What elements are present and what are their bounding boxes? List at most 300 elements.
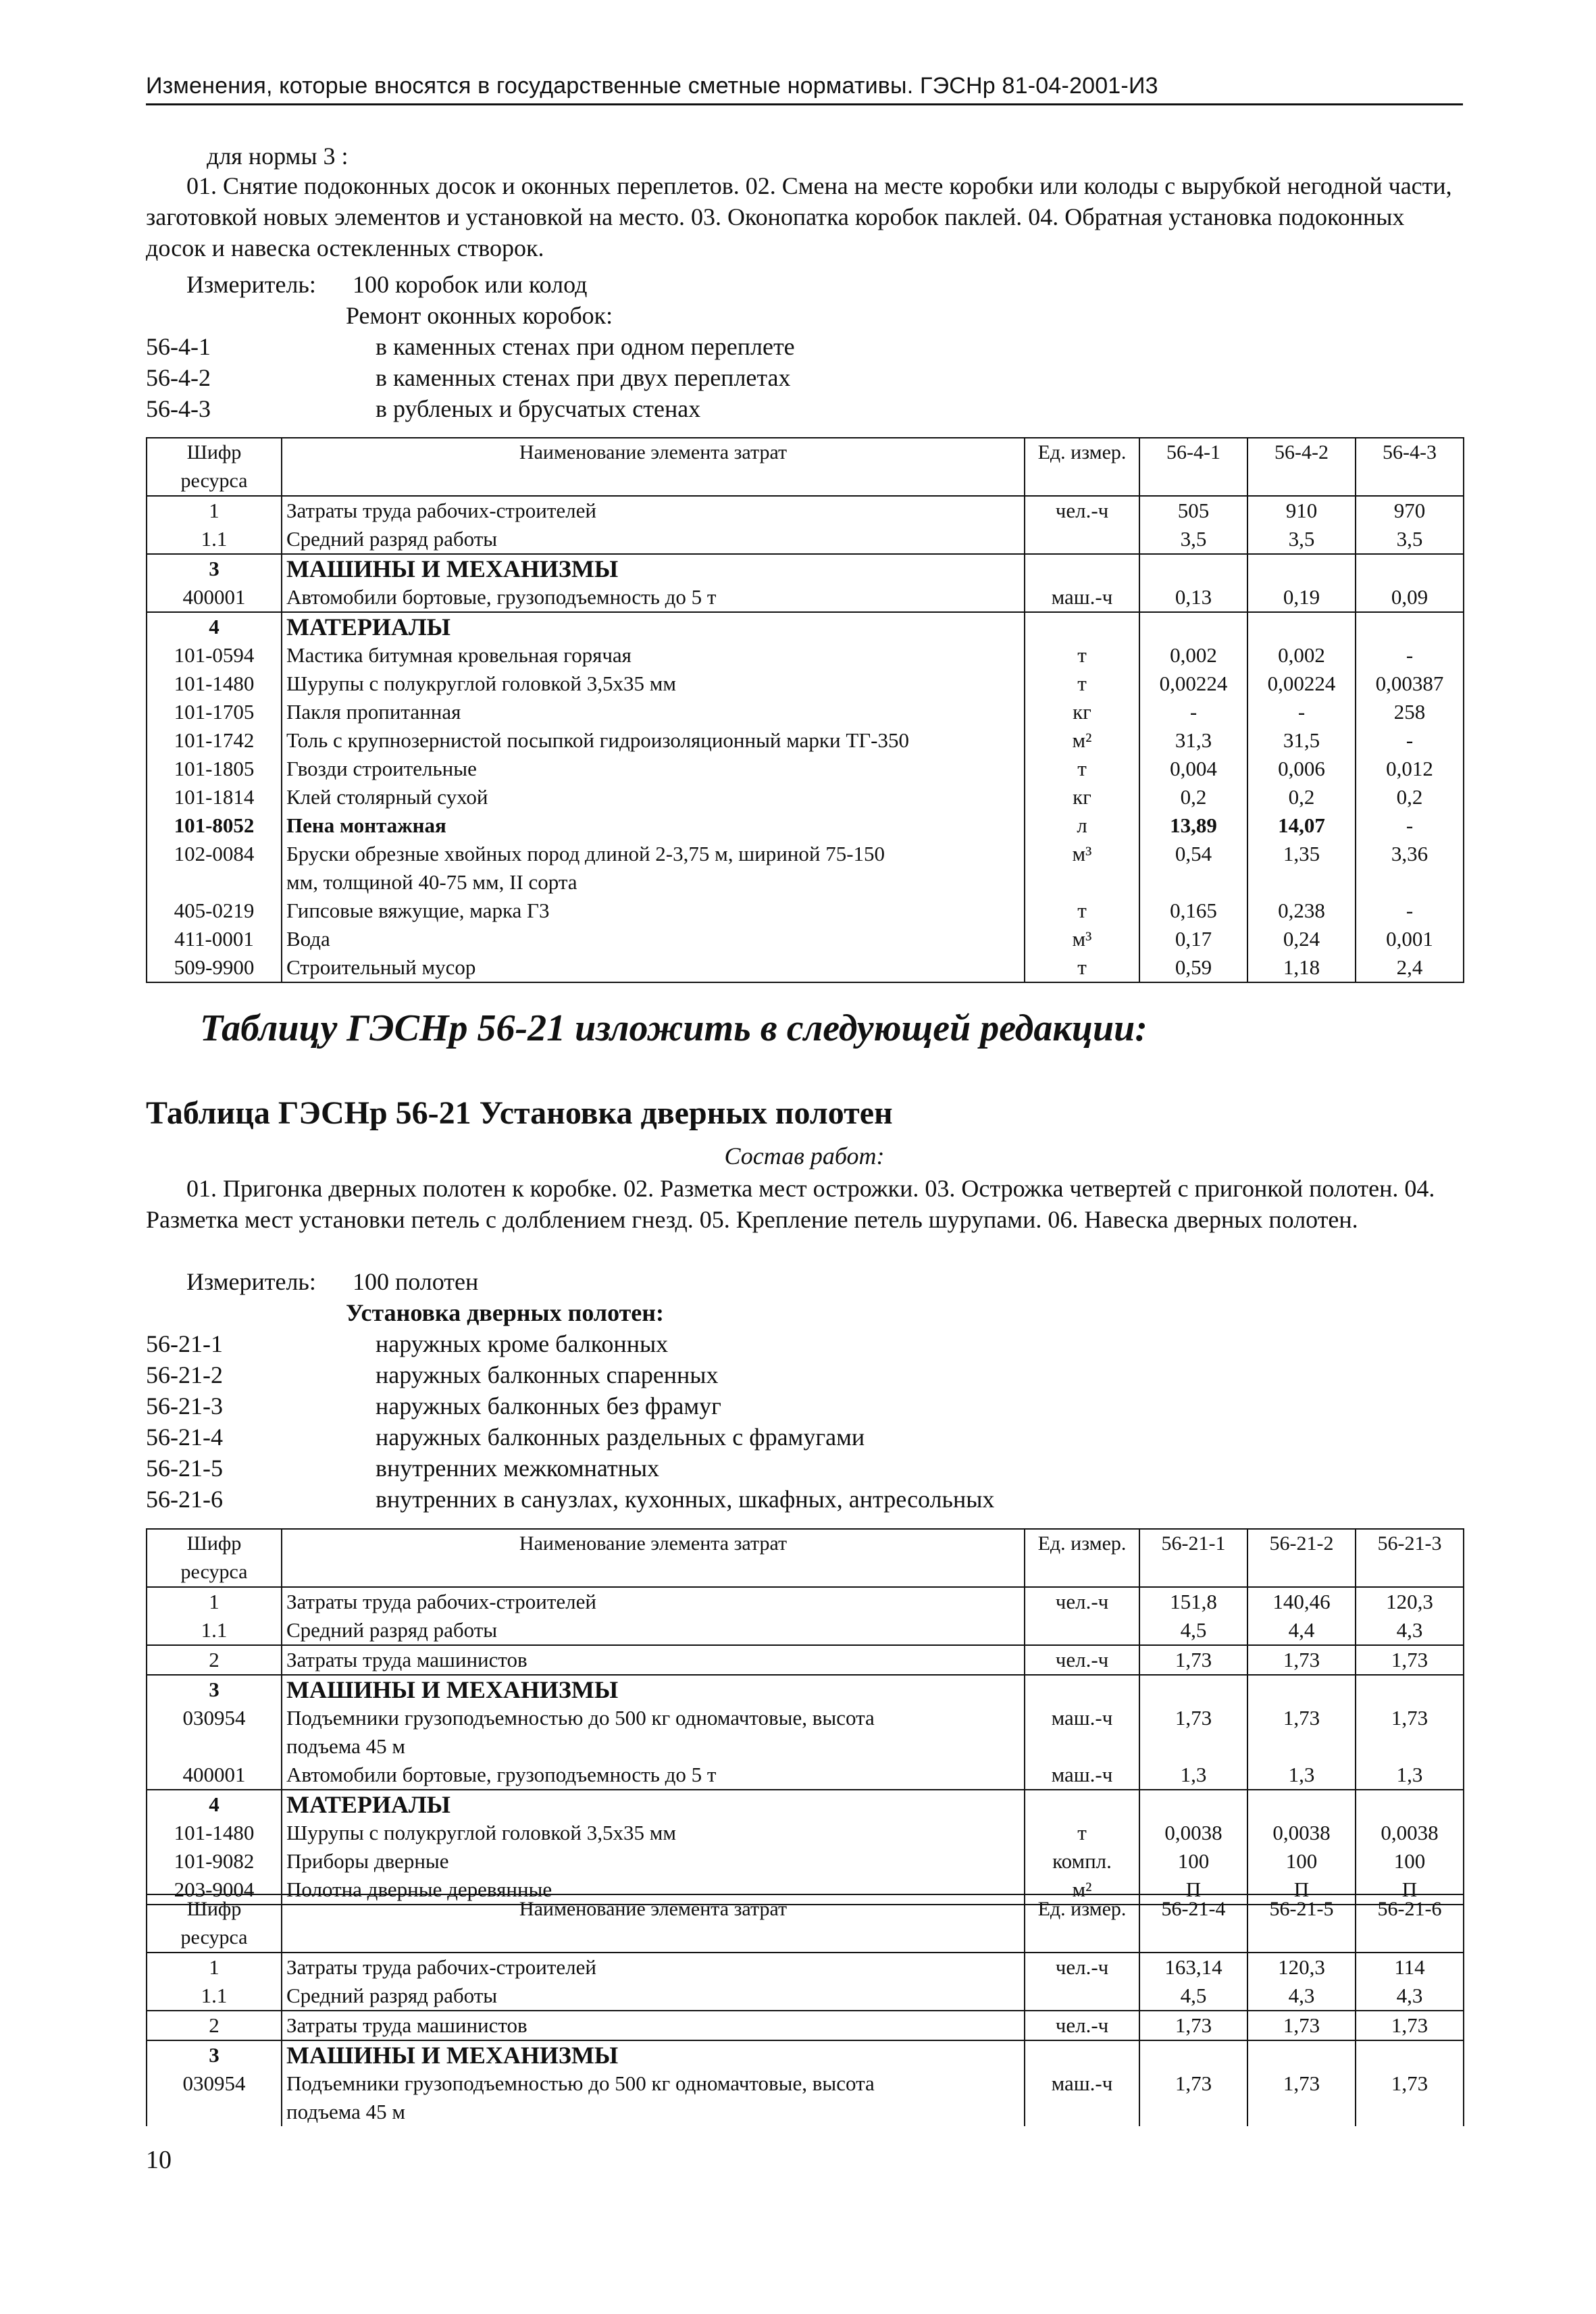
value-cell: - <box>1356 897 1464 925</box>
resource-code: 203-9004 <box>147 1876 282 1905</box>
table-row <box>147 868 1464 897</box>
value-cell <box>1139 1790 1247 1819</box>
value-cell: 1,73 <box>1247 2011 1356 2040</box>
value-cell: 0,09 <box>1356 583 1464 612</box>
resource-name: Пакля пропитанная <box>282 698 1025 726</box>
value-cell: 0,17 <box>1139 925 1247 953</box>
table-row <box>147 2098 1464 2126</box>
value-cell <box>1356 554 1464 583</box>
column-header: 56-21-3 <box>1356 1529 1464 1587</box>
unit: т <box>1025 641 1139 670</box>
norm-code-row <box>146 331 795 362</box>
value-cell: 100 <box>1247 1847 1356 1876</box>
value-cell: 120,3 <box>1356 1587 1464 1616</box>
table-row <box>147 698 1464 726</box>
unit: м³ <box>1025 925 1139 953</box>
value-cell: 505 <box>1139 496 1247 525</box>
resource-code: 400001 <box>147 583 282 612</box>
unit: т <box>1025 897 1139 925</box>
resource-name: мм, толщиной 40-75 мм, II сорта <box>282 868 1025 897</box>
resource-name: Подъемники грузоподъемностью до 500 кг одномачтовые, высота <box>282 1704 1025 1732</box>
page-header: Изменения, которые вносятся в государственные сметные нормативы. ГЭСНр 81-04-2001-И3 <box>146 73 1463 105</box>
norm-code: 56-21-5 <box>146 1455 223 1482</box>
resource-code: 3 <box>147 1675 282 1704</box>
value-cell: 0,59 <box>1139 953 1247 982</box>
column-header: 56-21-5 <box>1247 1894 1356 1953</box>
value-cell: П <box>1247 1876 1356 1905</box>
unit <box>1025 1982 1139 2011</box>
page-number: 10 <box>146 2146 172 2174</box>
unit: т <box>1025 953 1139 982</box>
resource-name: МАШИНЫ И МЕХАНИЗМЫ <box>282 1675 1025 1704</box>
value-cell <box>1139 2098 1247 2126</box>
resource-name: МАТЕРИАЛЫ <box>282 1790 1025 1819</box>
value-cell: 14,07 <box>1247 811 1356 840</box>
value-cell: 4,3 <box>1356 1982 1464 2011</box>
value-cell: 0,0038 <box>1356 1819 1464 1847</box>
unit: чел.-ч <box>1025 2011 1139 2040</box>
value-cell: 140,46 <box>1247 1587 1356 1616</box>
value-cell <box>1247 868 1356 897</box>
value-cell: 31,3 <box>1139 726 1247 755</box>
unit <box>1025 612 1139 641</box>
column-header: Наименование элемента затрат <box>282 1529 1025 1587</box>
value-cell <box>1247 554 1356 583</box>
resource-name: Бруски обрезные хвойных пород длиной 2-3,75 м, шириной 75-150 <box>282 840 1025 868</box>
value-cell <box>1247 1675 1356 1704</box>
value-cell <box>1247 1790 1356 1819</box>
value-cell <box>1356 1790 1464 1819</box>
value-cell: П <box>1356 1876 1464 1905</box>
value-cell: 1,73 <box>1356 2011 1464 2040</box>
value-cell <box>1247 612 1356 641</box>
norm-code-row <box>146 1484 994 1515</box>
unit: чел.-ч <box>1025 496 1139 525</box>
norm-code: 56-21-1 <box>146 1330 223 1357</box>
resource-name: Затраты труда рабочих-строителей <box>282 1953 1025 1982</box>
table-row <box>147 583 1464 612</box>
table-row <box>147 1847 1464 1876</box>
resource-name: Шурупы с полукруглой головкой 3,5х35 мм <box>282 670 1025 698</box>
unit: маш.-ч <box>1025 1761 1139 1790</box>
resource-code: 101-9082 <box>147 1847 282 1876</box>
value-cell: 0,54 <box>1139 840 1247 868</box>
resource-name: Затраты труда машинистов <box>282 2011 1025 2040</box>
value-cell: 0,13 <box>1139 583 1247 612</box>
resource-name: Затраты труда рабочих-строителей <box>282 496 1025 525</box>
group2-title: Установка дверных полотен: <box>346 1299 665 1326</box>
resource-code: 4 <box>147 1790 282 1819</box>
column-header: 56-21-1 <box>1139 1529 1247 1587</box>
resource-code: 3 <box>147 554 282 583</box>
table-row <box>147 897 1464 925</box>
column-header: 56-4-2 <box>1247 438 1356 496</box>
unit: т <box>1025 1819 1139 1847</box>
unit <box>1025 2040 1139 2069</box>
value-cell: 0,012 <box>1356 755 1464 783</box>
resource-name: Подъемники грузоподъемностью до 500 кг одномачтовые, высота <box>282 2069 1025 2098</box>
resource-name: Клей столярный сухой <box>282 783 1025 811</box>
resource-code: 405-0219 <box>147 897 282 925</box>
table-row <box>147 1761 1464 1790</box>
resource-table-56-21-a <box>146 1528 1464 1905</box>
resource-name: МАШИНЫ И МЕХАНИЗМЫ <box>282 554 1025 583</box>
value-cell: 1,73 <box>1139 1645 1247 1675</box>
measure-value: 100 коробок или колод <box>353 271 588 298</box>
table-row <box>147 2011 1464 2040</box>
column-header: Шифр ресурса <box>147 1894 282 1953</box>
unit: маш.-ч <box>1025 2069 1139 2098</box>
unit: чел.-ч <box>1025 1587 1139 1616</box>
value-cell: 0,00224 <box>1247 670 1356 698</box>
norm-name: в каменных стенах при двух переплетах <box>376 364 791 391</box>
unit <box>1025 1732 1139 1761</box>
resource-name: Автомобили бортовые, грузоподъемность до 5 т <box>282 1761 1025 1790</box>
norm-code: 56-21-6 <box>146 1486 223 1513</box>
table-row <box>147 953 1464 982</box>
unit: маш.-ч <box>1025 583 1139 612</box>
norm-code: 56-21-4 <box>146 1424 223 1451</box>
norm-code-row <box>146 1390 994 1422</box>
value-cell: 4,5 <box>1139 1982 1247 2011</box>
resource-code: 2 <box>147 2011 282 2040</box>
value-cell: 1,73 <box>1247 1645 1356 1675</box>
table-row <box>147 2040 1464 2069</box>
table-row <box>147 554 1464 583</box>
unit: кг <box>1025 698 1139 726</box>
table-row <box>147 1819 1464 1847</box>
resource-code: 101-1814 <box>147 783 282 811</box>
norm-code-row <box>146 393 795 424</box>
resource-code: 1.1 <box>147 1616 282 1645</box>
table-row <box>147 1704 1464 1732</box>
unit: компл. <box>1025 1847 1139 1876</box>
resource-code: 101-1742 <box>147 726 282 755</box>
measure2-label: Измеритель: <box>186 1268 316 1295</box>
resource-name: подъема 45 м <box>282 2098 1025 2126</box>
resource-code: 101-8052 <box>147 811 282 840</box>
unit: т <box>1025 670 1139 698</box>
value-cell <box>1356 2040 1464 2069</box>
work-description-2: 01. Пригонка дверных полотен к коробке. 02. Разметка мест острожки. 03. Острожка четвертей с пригонкой полотен. 04. Разметка мест установки петель с долблением гнезд. 05. Крепление петель шурупами. 06. Навеска дверных полотен. <box>146 1175 1435 1233</box>
resource-name: Вода <box>282 925 1025 953</box>
value-cell: 13,89 <box>1139 811 1247 840</box>
column-header: Ед. измер. <box>1025 438 1139 496</box>
column-header: Ед. измер. <box>1025 1894 1139 1953</box>
value-cell: 3,5 <box>1139 525 1247 554</box>
norm-code: 56-21-3 <box>146 1392 223 1419</box>
value-cell: 0,2 <box>1356 783 1464 811</box>
resource-name: Средний разряд работы <box>282 1982 1025 2011</box>
value-cell: 163,14 <box>1139 1953 1247 1982</box>
value-cell: 1,18 <box>1247 953 1356 982</box>
table-row <box>147 1732 1464 1761</box>
resource-code <box>147 1732 282 1761</box>
value-cell: 0,2 <box>1247 783 1356 811</box>
norm-name: наружных балконных раздельных с фрамугами <box>376 1424 865 1451</box>
value-cell: 1,3 <box>1247 1761 1356 1790</box>
resource-code: 030954 <box>147 2069 282 2098</box>
value-cell: 3,5 <box>1247 525 1356 554</box>
resource-code: 509-9900 <box>147 953 282 982</box>
table-row <box>147 726 1464 755</box>
resource-code: 1.1 <box>147 1982 282 2011</box>
value-cell: 31,5 <box>1247 726 1356 755</box>
resource-name: МАШИНЫ И МЕХАНИЗМЫ <box>282 2040 1025 2069</box>
norm-name: в рубленых и брусчатых стенах <box>376 395 701 422</box>
resource-table-56-21-b <box>146 1894 1464 2126</box>
value-cell: 0,002 <box>1139 641 1247 670</box>
column-header: 56-21-6 <box>1356 1894 1464 1953</box>
column-header: Шифр ресурса <box>147 438 282 496</box>
resource-name: Затраты труда машинистов <box>282 1645 1025 1675</box>
resource-code: 101-1480 <box>147 1819 282 1847</box>
value-cell: 100 <box>1356 1847 1464 1876</box>
group-title: Ремонт оконных коробок: <box>346 302 613 329</box>
norm-code-row <box>146 1328 994 1359</box>
value-cell: 4,3 <box>1356 1616 1464 1645</box>
unit <box>1025 868 1139 897</box>
for-norm-label: для нормы 3 : <box>207 143 349 170</box>
value-cell: - <box>1356 811 1464 840</box>
value-cell: 1,35 <box>1247 840 1356 868</box>
norm-name: внутренних межкомнатных <box>376 1455 660 1482</box>
norm-name: в каменных стенах при одном переплете <box>376 333 795 360</box>
value-cell: 1,73 <box>1247 1704 1356 1732</box>
resource-code: 101-1480 <box>147 670 282 698</box>
resource-name: Толь с крупнозернистой посыпкой гидроизоляционный марки ТГ-350 <box>282 726 1025 755</box>
work-description: 01. Снятие подоконных досок и оконных переплетов. 02. Смена на месте коробки или колоды с вырубкой негодной части, заготовкой новых элементов и установкой на место. 03. Оконопатка коробок паклей. 04. Обратная установка подоконных досок и навеска остекленных створок. <box>146 172 1452 261</box>
value-cell: П <box>1139 1876 1247 1905</box>
table-row <box>147 1953 1464 1982</box>
value-cell <box>1139 1675 1247 1704</box>
value-cell: 1,73 <box>1139 2011 1247 2040</box>
resource-name: Мастика битумная кровельная горячая <box>282 641 1025 670</box>
value-cell: 1,3 <box>1356 1761 1464 1790</box>
norm-code: 56-21-2 <box>146 1361 223 1388</box>
unit <box>1025 1790 1139 1819</box>
norm-code-row <box>146 1422 994 1453</box>
table-row <box>147 840 1464 868</box>
table-row <box>147 1982 1464 2011</box>
table-row <box>147 525 1464 554</box>
value-cell: 3,5 <box>1356 525 1464 554</box>
resource-name: Средний разряд работы <box>282 1616 1025 1645</box>
value-cell <box>1356 1732 1464 1761</box>
value-cell <box>1139 554 1247 583</box>
value-cell: - <box>1247 698 1356 726</box>
table-row <box>147 641 1464 670</box>
work-composition-label: Состав работ: <box>724 1142 885 1169</box>
value-cell: - <box>1139 698 1247 726</box>
column-header: 56-21-4 <box>1139 1894 1247 1953</box>
resource-code: 1.1 <box>147 525 282 554</box>
table-row <box>147 1790 1464 1819</box>
resource-code: 101-0594 <box>147 641 282 670</box>
norm-name: наружных балконных без фрамуг <box>376 1392 721 1419</box>
value-cell: 1,73 <box>1139 2069 1247 2098</box>
resource-table-56-4 <box>146 437 1464 983</box>
resource-code: 101-1705 <box>147 698 282 726</box>
resource-code: 411-0001 <box>147 925 282 953</box>
value-cell <box>1139 612 1247 641</box>
table-row <box>147 1587 1464 1616</box>
measure2-value: 100 полотен <box>353 1268 479 1295</box>
unit: т <box>1025 755 1139 783</box>
value-cell: 120,3 <box>1247 1953 1356 1982</box>
value-cell: - <box>1356 726 1464 755</box>
value-cell: 1,73 <box>1139 1704 1247 1732</box>
value-cell: 0,002 <box>1247 641 1356 670</box>
resource-code <box>147 868 282 897</box>
resource-name: Шурупы с полукруглой головкой 3,5х35 мм <box>282 1819 1025 1847</box>
value-cell: 0,0038 <box>1247 1819 1356 1847</box>
norm-code: 56-4-1 <box>146 333 211 360</box>
value-cell: 0,238 <box>1247 897 1356 925</box>
value-cell: 4,5 <box>1139 1616 1247 1645</box>
norm-name: наружных балконных спаренных <box>376 1361 719 1388</box>
column-header: Шифр ресурса <box>147 1529 282 1587</box>
value-cell: 0,004 <box>1139 755 1247 783</box>
norm-code: 56-4-2 <box>146 364 211 391</box>
resource-code: 400001 <box>147 1761 282 1790</box>
resource-name: подъема 45 м <box>282 1732 1025 1761</box>
unit: кг <box>1025 783 1139 811</box>
resource-code: 1 <box>147 496 282 525</box>
column-header: Наименование элемента затрат <box>282 438 1025 496</box>
norm-code: 56-4-3 <box>146 395 211 422</box>
unit <box>1025 2098 1139 2126</box>
table-row <box>147 1645 1464 1675</box>
value-cell: 258 <box>1356 698 1464 726</box>
unit <box>1025 525 1139 554</box>
column-header: Ед. измер. <box>1025 1529 1139 1587</box>
resource-code: 4 <box>147 612 282 641</box>
value-cell: - <box>1356 641 1464 670</box>
value-cell: 0,00387 <box>1356 670 1464 698</box>
resource-name: Затраты труда рабочих-строителей <box>282 1587 1025 1616</box>
value-cell: 0,24 <box>1247 925 1356 953</box>
value-cell: 1,73 <box>1247 2069 1356 2098</box>
value-cell: 0,00224 <box>1139 670 1247 698</box>
value-cell: 0,19 <box>1247 583 1356 612</box>
resource-name: Полотна дверные деревянные <box>282 1876 1025 1905</box>
column-header: Наименование элемента затрат <box>282 1894 1025 1953</box>
table-row <box>147 496 1464 525</box>
column-header: 56-4-3 <box>1356 438 1464 496</box>
table-title: Таблица ГЭСНр 56-21 Установка дверных полотен <box>146 1095 893 1131</box>
table-row <box>147 1616 1464 1645</box>
value-cell <box>1247 1732 1356 1761</box>
table-row <box>147 1675 1464 1704</box>
resource-name: Пена монтажная <box>282 811 1025 840</box>
norm-code-row <box>146 362 795 393</box>
unit: м³ <box>1025 840 1139 868</box>
resource-code: 1 <box>147 1587 282 1616</box>
value-cell: 0,165 <box>1139 897 1247 925</box>
table-header-row <box>147 1529 1464 1587</box>
value-cell: 1,3 <box>1139 1761 1247 1790</box>
value-cell <box>1139 1732 1247 1761</box>
unit: чел.-ч <box>1025 1953 1139 1982</box>
unit: м² <box>1025 726 1139 755</box>
value-cell: 0,001 <box>1356 925 1464 953</box>
table-row <box>147 811 1464 840</box>
unit <box>1025 1616 1139 1645</box>
table-row <box>147 670 1464 698</box>
table-row <box>147 2069 1464 2098</box>
resource-name: МАТЕРИАЛЫ <box>282 612 1025 641</box>
value-cell: 1,73 <box>1356 1704 1464 1732</box>
value-cell: 114 <box>1356 1953 1464 1982</box>
resource-code <box>147 2098 282 2126</box>
column-header: 56-4-1 <box>1139 438 1247 496</box>
measure-label: Измеритель: <box>186 271 316 298</box>
value-cell <box>1139 2040 1247 2069</box>
value-cell: 4,3 <box>1247 1982 1356 2011</box>
norm-name: внутренних в санузлах, кухонных, шкафных, антресольных <box>376 1486 995 1513</box>
table-row <box>147 925 1464 953</box>
norm-code-list <box>146 331 795 424</box>
resource-name: Приборы дверные <box>282 1847 1025 1876</box>
norm-code-list-2 <box>146 1328 994 1515</box>
value-cell <box>1356 1675 1464 1704</box>
unit: маш.-ч <box>1025 1704 1139 1732</box>
value-cell <box>1247 2040 1356 2069</box>
resource-code: 102-0084 <box>147 840 282 868</box>
resource-name: Автомобили бортовые, грузоподъемность до 5 т <box>282 583 1025 612</box>
resource-code: 030954 <box>147 1704 282 1732</box>
norm-code-row <box>146 1359 994 1390</box>
table-row <box>147 612 1464 641</box>
value-cell: 0,2 <box>1139 783 1247 811</box>
table-row <box>147 783 1464 811</box>
value-cell: 151,8 <box>1139 1587 1247 1616</box>
big-title: Таблицу ГЭСНр 56-21 изложить в следующей редакции: <box>200 1007 1148 1049</box>
value-cell <box>1139 868 1247 897</box>
value-cell: 1,73 <box>1356 1645 1464 1675</box>
value-cell <box>1247 2098 1356 2126</box>
value-cell <box>1356 868 1464 897</box>
value-cell: 1,73 <box>1356 2069 1464 2098</box>
resource-code: 1 <box>147 1953 282 1982</box>
resource-name: Строительный мусор <box>282 953 1025 982</box>
value-cell: 0,006 <box>1247 755 1356 783</box>
value-cell: 910 <box>1247 496 1356 525</box>
value-cell <box>1356 2098 1464 2126</box>
unit <box>1025 554 1139 583</box>
unit: л <box>1025 811 1139 840</box>
resource-name: Средний разряд работы <box>282 525 1025 554</box>
column-header: 56-21-2 <box>1247 1529 1356 1587</box>
unit: м² <box>1025 1876 1139 1905</box>
value-cell: 0,0038 <box>1139 1819 1247 1847</box>
value-cell: 970 <box>1356 496 1464 525</box>
resource-code: 3 <box>147 2040 282 2069</box>
value-cell <box>1356 612 1464 641</box>
value-cell: 4,4 <box>1247 1616 1356 1645</box>
value-cell: 3,36 <box>1356 840 1464 868</box>
norm-name: наружных кроме балконных <box>376 1330 669 1357</box>
unit <box>1025 1675 1139 1704</box>
resource-name: Гипсовые вяжущие, марка Г3 <box>282 897 1025 925</box>
resource-code: 2 <box>147 1645 282 1675</box>
table-header-row <box>147 438 1464 496</box>
resource-name: Гвозди строительные <box>282 755 1025 783</box>
unit: чел.-ч <box>1025 1645 1139 1675</box>
table-header-row <box>147 1894 1464 1953</box>
resource-code: 101-1805 <box>147 755 282 783</box>
